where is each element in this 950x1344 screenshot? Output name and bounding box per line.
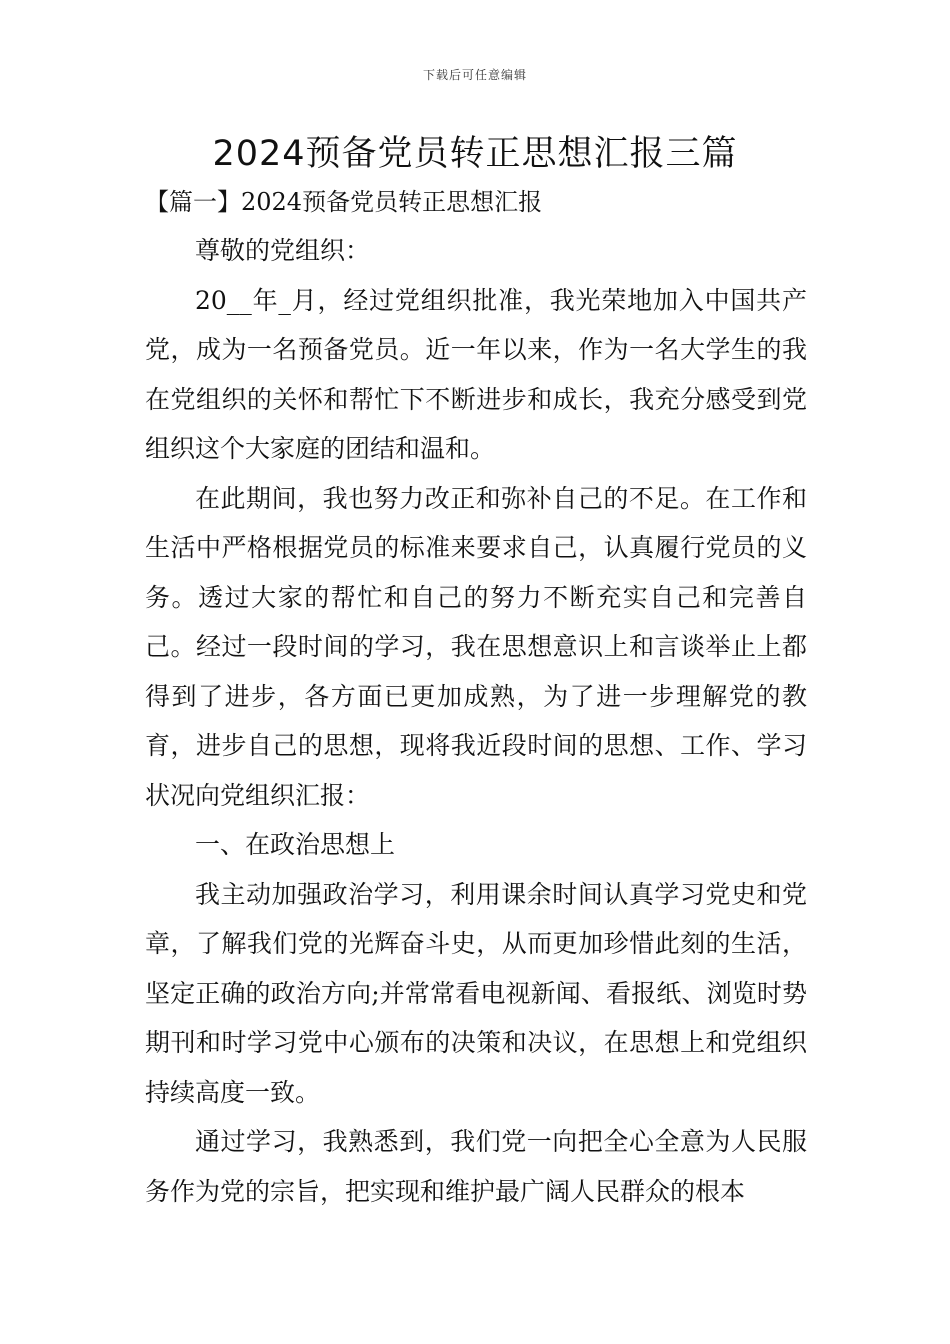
- subsection-heading: 一、在政治思想上: [195, 830, 396, 859]
- body-paragraph: 通过学习，我熟悉到，我们党一向把全心全意为人民服务作为党的宗旨，把实现和维护最广阔人民群众的根本: [145, 1127, 807, 1206]
- body-paragraph: 在此期间，我也努力改正和弥补自己的不足。在工作和生活中严格根据党员的标准来要求自己，认真履行党员的义务。透过大家的帮忙和自己的努力不断充实自己和完善自己。经过一段时间的学习，我在思想意识上和言谈举止上都得到了进步，各方面已更加成熟，为了进一步理解党的教育，进步自己的思想，现将我近段时间的思想、工作、学习状况向党组织汇报：: [145, 483, 807, 810]
- body-paragraph: 我主动加强政治学习，利用课余时间认真学习党史和党章，了解我们党的光辉奋斗史，从而更加珍惜此刻的生活，坚定正确的政治方向;并常常看电视新闻、看报纸、浏览时势期刊和时学习党中心颁布的决策和决议，在思想上和党组织持续高度一致。: [145, 879, 807, 1107]
- salutation-paragraph: 尊敬的党组织：: [195, 236, 371, 265]
- document-title: 2024预备党员转正思想汇报三篇: [212, 134, 738, 174]
- body-paragraph: 20__年_月，经过党组织批准，我光荣地加入中国共产党，成为一名预备党员。近一年以来，作为一名大学生的我在党组织的关怀和帮忙下不断进步和成长，我充分感受到党组织这个大家庭的团结和温和。: [145, 285, 807, 463]
- document-body: [145, 226, 807, 1216]
- header-note: 下载后可任意编辑: [422, 68, 527, 82]
- section-heading: 【篇一】2024预备党员转正思想汇报: [145, 188, 543, 216]
